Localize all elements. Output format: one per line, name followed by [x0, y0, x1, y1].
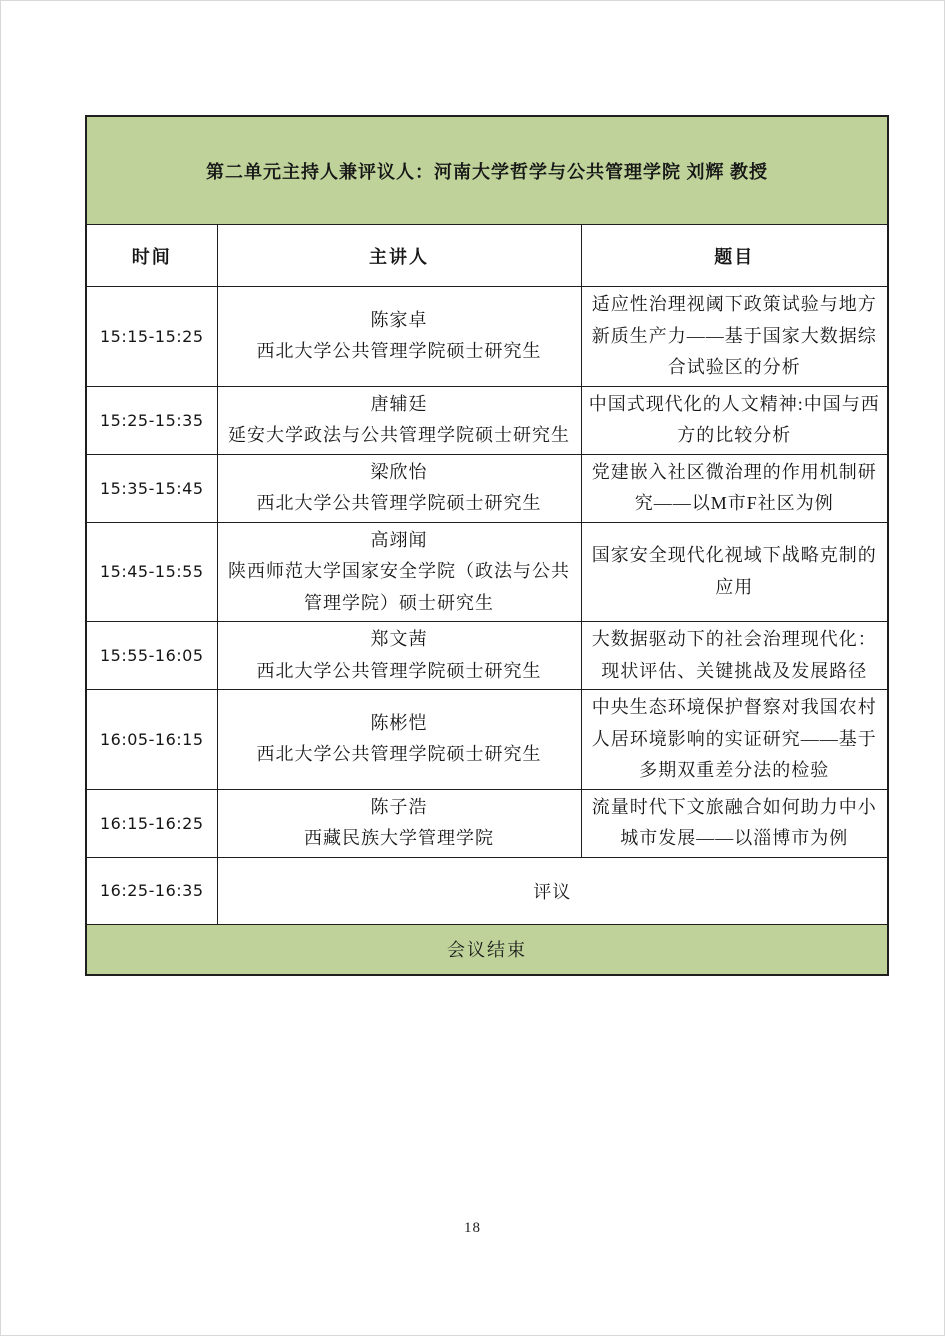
time-cell: 16:25-16:35: [86, 857, 217, 924]
speaker-cell: [217, 789, 581, 857]
column-header-speaker: 主讲人: [217, 225, 581, 287]
topic-cell: 党建嵌入社区微治理的作用机制研究——以M市F社区为例: [581, 454, 888, 522]
speaker-affiliation: 西藏民族大学管理学院: [304, 828, 494, 848]
speaker-affiliation: 西北大学公共管理学院硕士研究生: [256, 744, 542, 765]
page-number: 18: [464, 1220, 481, 1236]
speaker-name: 郑文茜: [370, 629, 428, 649]
time-cell: 16:15-16:25: [86, 789, 217, 857]
speaker-affiliation: 延安大学政法与公共管理学院硕士研究生: [228, 425, 570, 445]
session-header-title: 第二单元主持人兼评议人：河南大学哲学与公共管理学院 刘辉 教授: [86, 116, 888, 225]
table-row: [86, 789, 888, 857]
table-row: [86, 287, 888, 387]
time-cell: 15:35-15:45: [86, 454, 217, 522]
speaker-cell: [217, 287, 581, 387]
table-row: [86, 690, 888, 790]
time-cell: 15:55-16:05: [86, 622, 217, 690]
speaker-cell: [217, 522, 581, 622]
speaker-affiliation: 陕西师范大学国家安全学院（政法与公共管理学院）硕士研究生: [228, 561, 570, 613]
session-header-row: [86, 116, 888, 225]
speaker-name: 唐辅廷: [370, 393, 428, 414]
speaker-name: 陈彬恺: [370, 712, 428, 733]
column-header-row: [86, 225, 888, 287]
speaker-cell: [217, 622, 581, 690]
table-row: [86, 454, 888, 522]
column-header-topic: 题目: [581, 225, 888, 287]
table-row: [86, 386, 888, 454]
speaker-name: 高翊闻: [370, 529, 428, 550]
topic-cell: 国家安全现代化视域下战略克制的应用: [581, 522, 888, 622]
speaker-name: 梁欣怡: [370, 461, 428, 482]
column-header-time: 时间: [86, 225, 217, 287]
topic-cell: 中国式现代化的人文精神:中国与西方的比较分析: [581, 386, 888, 454]
time-cell: 16:05-16:15: [86, 690, 217, 790]
time-cell: 15:45-15:55: [86, 522, 217, 622]
speaker-name: 陈子浩: [370, 796, 428, 817]
topic-cell: 中央生态环境保护督察对我国农村人居环境影响的实证研究——基于多期双重差分法的检验: [581, 690, 888, 790]
topic-cell: 大数据驱动下的社会治理现代化：现状评估、关键挑战及发展路径: [581, 622, 888, 690]
review-row: [86, 857, 888, 924]
topic-cell: 流量时代下文旅融合如何助力中小城市发展——以淄博市为例: [581, 789, 888, 857]
table-row: [86, 522, 888, 622]
meeting-end-label: 会议结束: [86, 924, 888, 975]
speaker-affiliation: 西北大学公共管理学院硕士研究生: [256, 660, 542, 681]
speaker-cell: [217, 454, 581, 522]
speaker-cell: [217, 690, 581, 790]
schedule-table-wrapper: [85, 115, 887, 976]
speaker-cell: [217, 386, 581, 454]
meeting-end-row: [86, 924, 888, 975]
time-cell: 15:15-15:25: [86, 287, 217, 387]
schedule-table: [85, 115, 889, 976]
speaker-name: 陈家卓: [370, 309, 428, 330]
review-label: 评议: [217, 857, 888, 924]
speaker-affiliation: 西北大学公共管理学院硕士研究生: [256, 493, 542, 513]
table-row: [86, 622, 888, 690]
speaker-affiliation: 西北大学公共管理学院硕士研究生: [256, 341, 542, 362]
time-cell: 15:25-15:35: [86, 386, 217, 454]
topic-cell: 适应性治理视阈下政策试验与地方新质生产力——基于国家大数据综合试验区的分析: [581, 287, 888, 387]
